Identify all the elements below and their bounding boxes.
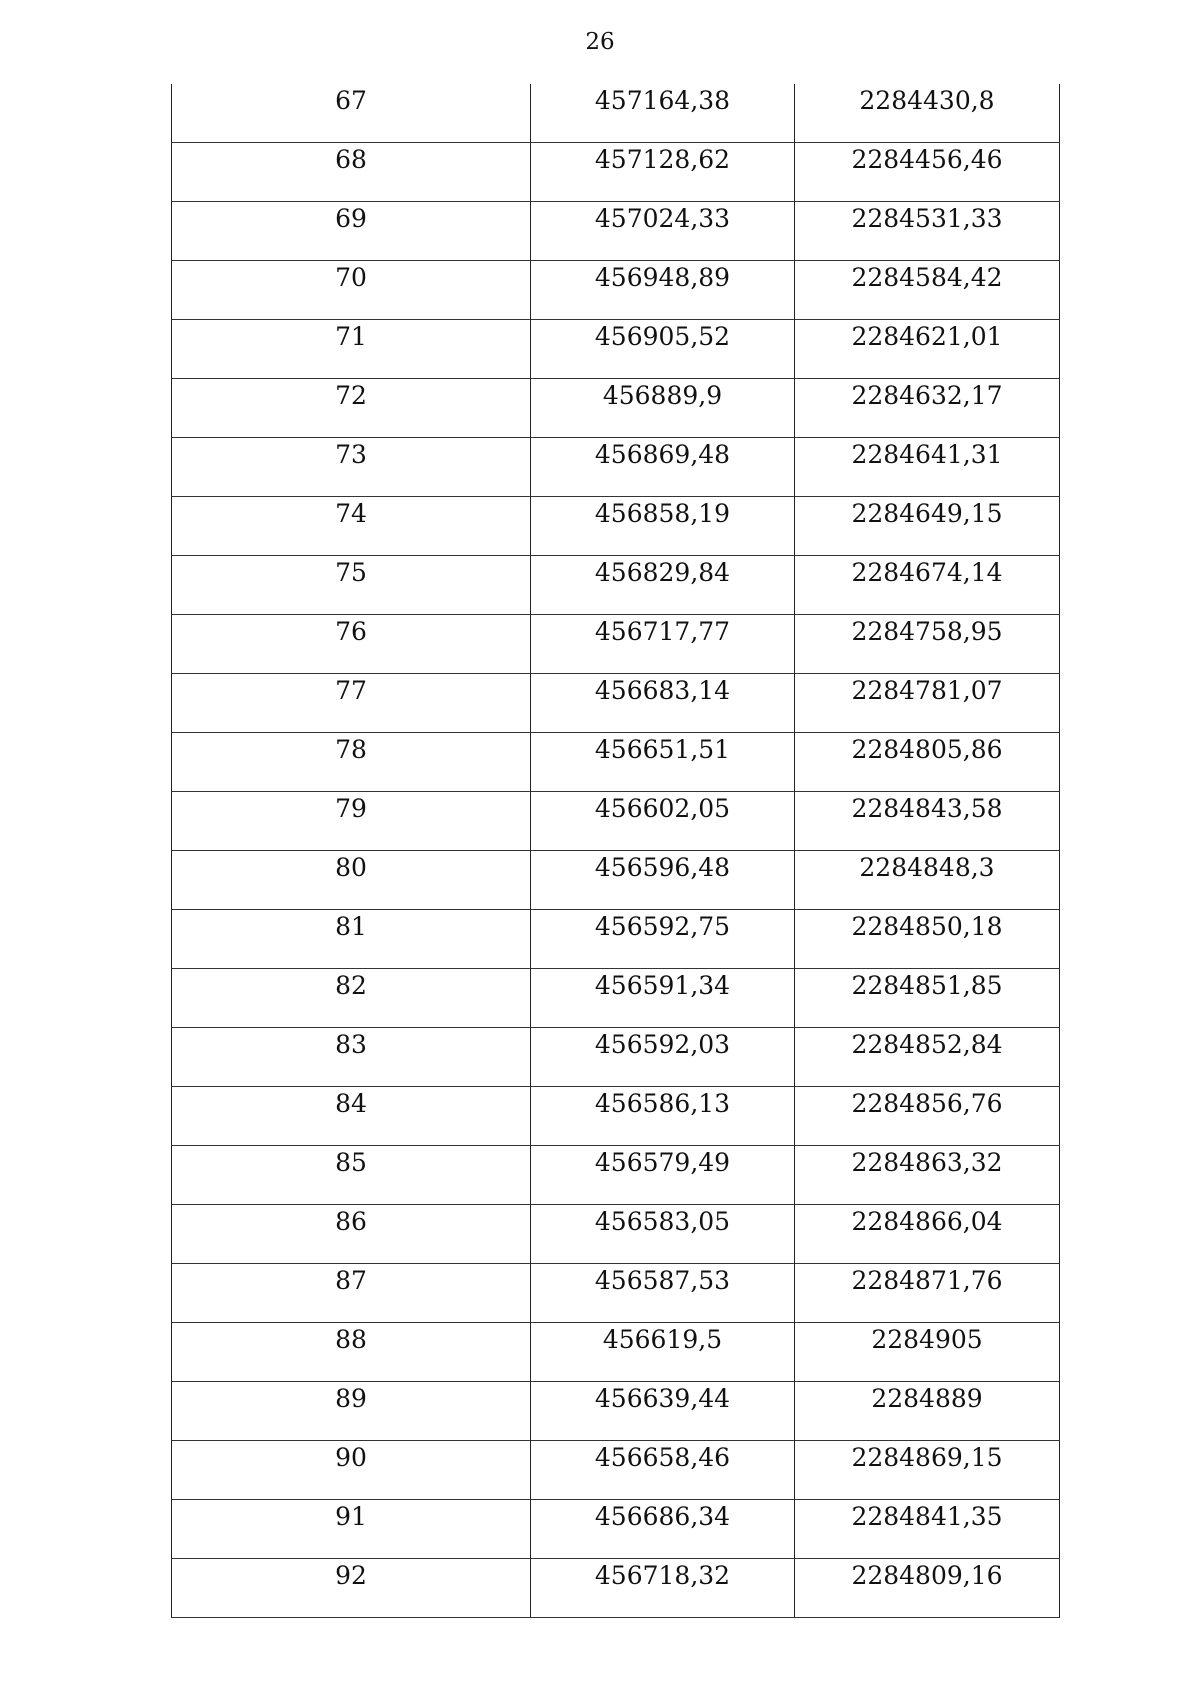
cell-text: 456587,53 <box>594 1266 731 1295</box>
cell-text: 456579,49 <box>594 1148 731 1177</box>
cell-text: 67 <box>335 86 367 115</box>
y-coordinate-cell <box>795 556 1060 615</box>
y-coordinate-cell <box>795 969 1060 1028</box>
table-row <box>172 320 1060 379</box>
table-row <box>172 1087 1060 1146</box>
cell-text: 86 <box>335 1207 367 1236</box>
point-number-cell <box>172 792 531 851</box>
cell-text: 71 <box>335 322 367 351</box>
cell-text: 456658,46 <box>594 1443 731 1472</box>
cell-text: 87 <box>335 1266 367 1295</box>
page-number: 26 <box>585 29 615 55</box>
table-row <box>172 379 1060 438</box>
cell-text: 456717,77 <box>594 617 731 646</box>
y-coordinate-cell <box>795 1028 1060 1087</box>
cell-text: 91 <box>335 1502 367 1531</box>
cell-text: 2284905 <box>871 1325 983 1354</box>
point-number-cell <box>172 379 531 438</box>
table-row <box>172 1205 1060 1264</box>
cell-text: 456639,44 <box>594 1384 731 1413</box>
x-coordinate-cell <box>531 910 795 969</box>
cell-text: 88 <box>335 1325 367 1354</box>
x-coordinate-cell <box>531 792 795 851</box>
table-row <box>172 910 1060 969</box>
cell-text: 72 <box>335 381 367 410</box>
cell-text: 456592,75 <box>594 912 731 941</box>
cell-text: 2284809,16 <box>851 1561 1003 1590</box>
x-coordinate-cell <box>531 497 795 556</box>
cell-text: 456829,84 <box>594 558 731 587</box>
y-coordinate-cell <box>795 497 1060 556</box>
cell-text: 2284871,76 <box>851 1266 1003 1295</box>
table-row <box>172 1500 1060 1559</box>
y-coordinate-cell <box>795 1382 1060 1441</box>
x-coordinate-cell <box>531 143 795 202</box>
y-coordinate-cell <box>795 438 1060 497</box>
cell-text: 456683,14 <box>594 676 731 705</box>
table-row <box>172 615 1060 674</box>
x-coordinate-cell <box>531 1382 795 1441</box>
point-number-cell <box>172 733 531 792</box>
point-number-cell <box>172 1205 531 1264</box>
table-row <box>172 733 1060 792</box>
point-number-cell <box>172 674 531 733</box>
cell-text: 85 <box>335 1148 367 1177</box>
x-coordinate-cell <box>531 1028 795 1087</box>
cell-text: 457024,33 <box>594 204 731 233</box>
x-coordinate-cell <box>531 1087 795 1146</box>
y-coordinate-cell <box>795 143 1060 202</box>
y-coordinate-cell <box>795 1500 1060 1559</box>
cell-text: 2284866,04 <box>851 1207 1003 1236</box>
cell-text: 84 <box>335 1089 367 1118</box>
x-coordinate-cell <box>531 733 795 792</box>
x-coordinate-cell <box>531 674 795 733</box>
y-coordinate-cell <box>795 1146 1060 1205</box>
x-coordinate-cell <box>531 1323 795 1382</box>
y-coordinate-cell <box>795 733 1060 792</box>
y-coordinate-cell <box>795 379 1060 438</box>
cell-text: 75 <box>335 558 367 587</box>
point-number-cell <box>172 969 531 1028</box>
cell-text: 2284856,76 <box>851 1089 1003 1118</box>
point-number-cell <box>172 202 531 261</box>
cell-text: 456596,48 <box>594 853 731 882</box>
y-coordinate-cell <box>795 1087 1060 1146</box>
table-row <box>172 84 1060 143</box>
cell-text: 456686,34 <box>594 1502 731 1531</box>
cell-text: 2284850,18 <box>851 912 1003 941</box>
point-number-cell <box>172 1382 531 1441</box>
cell-text: 2284430,8 <box>859 86 995 115</box>
y-coordinate-cell <box>795 1323 1060 1382</box>
point-number-cell <box>172 143 531 202</box>
cell-text: 2284848,3 <box>859 853 995 882</box>
table-row <box>172 202 1060 261</box>
cell-text: 2284852,84 <box>851 1030 1003 1059</box>
x-coordinate-cell <box>531 379 795 438</box>
cell-text: 83 <box>335 1030 367 1059</box>
table-row <box>172 1264 1060 1323</box>
table-row <box>172 969 1060 1028</box>
cell-text: 456869,48 <box>594 440 731 469</box>
table-row <box>172 261 1060 320</box>
y-coordinate-cell <box>795 1559 1060 1618</box>
y-coordinate-cell <box>795 674 1060 733</box>
point-number-cell <box>172 320 531 379</box>
cell-text: 2284584,42 <box>851 263 1003 292</box>
cell-text: 73 <box>335 440 367 469</box>
cell-text: 2284621,01 <box>851 322 1003 351</box>
cell-text: 456591,34 <box>594 971 731 1000</box>
cell-text: 2284869,15 <box>851 1443 1003 1472</box>
cell-text: 456889,9 <box>602 381 723 410</box>
table-row <box>172 438 1060 497</box>
coordinates-table-body <box>172 84 1060 1618</box>
cell-text: 89 <box>335 1384 367 1413</box>
x-coordinate-cell <box>531 969 795 1028</box>
x-coordinate-cell <box>531 1441 795 1500</box>
y-coordinate-cell <box>795 910 1060 969</box>
point-number-cell <box>172 261 531 320</box>
x-coordinate-cell <box>531 556 795 615</box>
x-coordinate-cell <box>531 615 795 674</box>
cell-text: 79 <box>335 794 367 823</box>
cell-text: 2284863,32 <box>851 1148 1003 1177</box>
y-coordinate-cell <box>795 84 1060 143</box>
point-number-cell <box>172 1559 531 1618</box>
point-number-cell <box>172 556 531 615</box>
cell-text: 78 <box>335 735 367 764</box>
cell-text: 2284632,17 <box>851 381 1003 410</box>
cell-text: 2284843,58 <box>851 794 1003 823</box>
table-row <box>172 1382 1060 1441</box>
cell-text: 2284531,33 <box>851 204 1003 233</box>
cell-text: 456718,32 <box>594 1561 731 1590</box>
cell-text: 2284456,46 <box>851 145 1003 174</box>
x-coordinate-cell <box>531 261 795 320</box>
table-row <box>172 556 1060 615</box>
cell-text: 2284649,15 <box>851 499 1003 528</box>
cell-text: 456651,51 <box>594 735 731 764</box>
y-coordinate-cell <box>795 202 1060 261</box>
x-coordinate-cell <box>531 320 795 379</box>
cell-text: 70 <box>335 263 367 292</box>
point-number-cell <box>172 438 531 497</box>
point-number-cell <box>172 1441 531 1500</box>
cell-text: 2284674,14 <box>851 558 1003 587</box>
table-row <box>172 1441 1060 1500</box>
y-coordinate-cell <box>795 1264 1060 1323</box>
point-number-cell <box>172 1323 531 1382</box>
cell-text: 80 <box>335 853 367 882</box>
y-coordinate-cell <box>795 615 1060 674</box>
x-coordinate-cell <box>531 851 795 910</box>
cell-text: 74 <box>335 499 367 528</box>
point-number-cell <box>172 1264 531 1323</box>
table-row <box>172 1146 1060 1205</box>
cell-text: 457128,62 <box>594 145 731 174</box>
point-number-cell <box>172 1500 531 1559</box>
cell-text: 2284758,95 <box>851 617 1003 646</box>
cell-text: 92 <box>335 1561 367 1590</box>
x-coordinate-cell <box>531 1500 795 1559</box>
cell-text: 69 <box>335 204 367 233</box>
y-coordinate-cell <box>795 792 1060 851</box>
point-number-cell <box>172 615 531 674</box>
point-number-cell <box>172 910 531 969</box>
cell-text: 457164,38 <box>594 86 731 115</box>
cell-text: 2284781,07 <box>851 676 1003 705</box>
x-coordinate-cell <box>531 1146 795 1205</box>
cell-text: 456905,52 <box>594 322 731 351</box>
x-coordinate-cell <box>531 202 795 261</box>
x-coordinate-cell <box>531 438 795 497</box>
cell-text: 456592,03 <box>594 1030 731 1059</box>
cell-text: 68 <box>335 145 367 174</box>
cell-text: 77 <box>335 676 367 705</box>
point-number-cell <box>172 497 531 556</box>
cell-text: 76 <box>335 617 367 646</box>
point-number-cell <box>172 851 531 910</box>
table-row <box>172 792 1060 851</box>
table-row <box>172 1028 1060 1087</box>
table-row <box>172 674 1060 733</box>
cell-text: 2284641,31 <box>851 440 1003 469</box>
cell-text: 456583,05 <box>594 1207 731 1236</box>
point-number-cell <box>172 84 531 143</box>
cell-text: 2284889 <box>871 1384 983 1413</box>
point-number-cell <box>172 1028 531 1087</box>
cell-text: 456619,5 <box>602 1325 723 1354</box>
cell-text: 2284841,35 <box>851 1502 1003 1531</box>
y-coordinate-cell <box>795 261 1060 320</box>
cell-text: 82 <box>335 971 367 1000</box>
x-coordinate-cell <box>531 1264 795 1323</box>
cell-text: 2284805,86 <box>851 735 1003 764</box>
cell-text: 456602,05 <box>594 794 731 823</box>
coordinates-table <box>171 84 1060 1618</box>
cell-text: 2284851,85 <box>851 971 1003 1000</box>
cell-text: 90 <box>335 1443 367 1472</box>
point-number-cell <box>172 1146 531 1205</box>
x-coordinate-cell <box>531 1205 795 1264</box>
cell-text: 456586,13 <box>594 1089 731 1118</box>
table-row <box>172 143 1060 202</box>
y-coordinate-cell <box>795 1205 1060 1264</box>
table-row <box>172 1559 1060 1618</box>
cell-text: 81 <box>335 912 367 941</box>
cell-text: 456948,89 <box>594 263 731 292</box>
table-row <box>172 851 1060 910</box>
cell-text: 456858,19 <box>594 499 731 528</box>
table-row <box>172 1323 1060 1382</box>
y-coordinate-cell <box>795 320 1060 379</box>
x-coordinate-cell <box>531 84 795 143</box>
table-row <box>172 497 1060 556</box>
x-coordinate-cell <box>531 1559 795 1618</box>
y-coordinate-cell <box>795 851 1060 910</box>
point-number-cell <box>172 1087 531 1146</box>
y-coordinate-cell <box>795 1441 1060 1500</box>
